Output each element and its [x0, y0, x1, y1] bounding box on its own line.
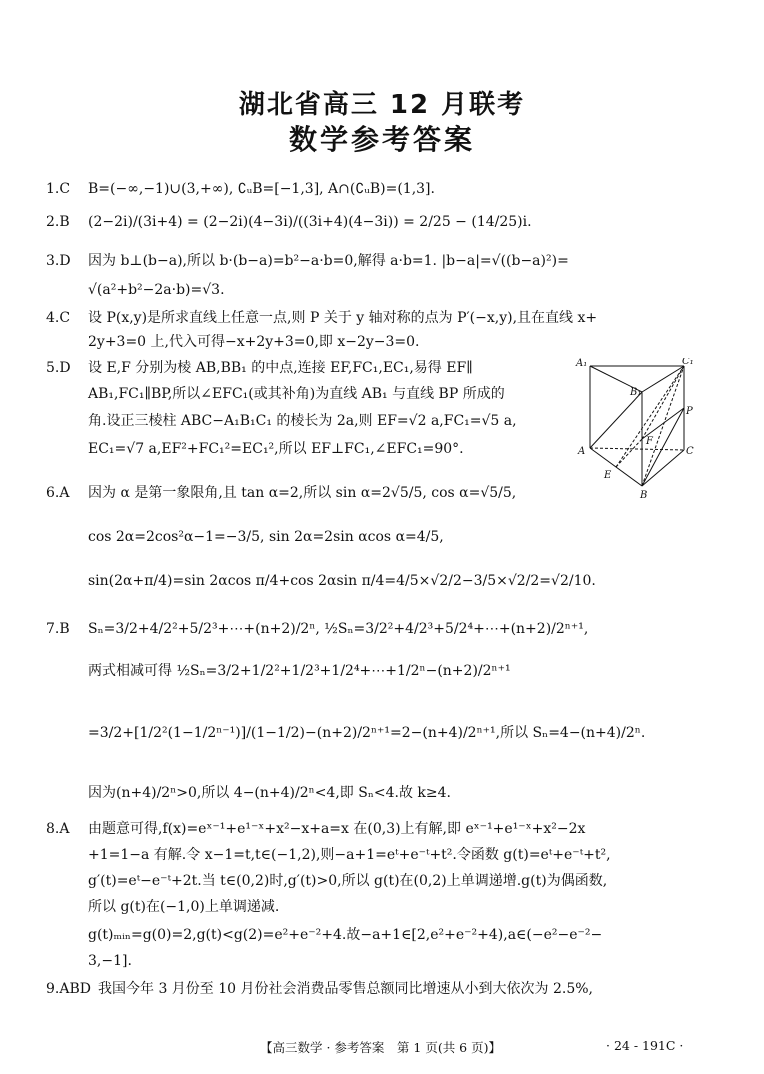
answer-line: 2y+3=0 上,代入可得−x+2y+3=0,即 x−2y−3=0.: [88, 334, 420, 350]
answer-line: 因为 b⊥(b−a),所以 b·(b−a)=b²−a·b=0,解得 a·b=1. |b−a|=√((b−a)²)=: [88, 253, 569, 269]
answer-line: 两式相减可得 ½Sₙ=3/2+1/2²+1/2³+1/2⁴+⋯+1/2ⁿ−(n+2)/2ⁿ⁺¹: [88, 663, 511, 679]
answer-line: AB₁,FC₁∥BP,所以∠EFC₁(或其补角)为直线 AB₁ 与直线 BP 所成的: [88, 386, 505, 402]
answer-line: 因为(n+4)/2ⁿ>0,所以 4−(n+4)/2ⁿ<4,即 Sₙ<4.故 k≥4.: [88, 785, 451, 801]
answer-line: 我国今年 3 月份至 10 月份社会消费品零售总额同比增速从小到大依次为 2.5%,: [98, 981, 593, 997]
label-c: C: [686, 446, 694, 457]
answer-line: B=(−∞,−1)∪(3,+∞), ∁ᵤB=[−1,3], A∩(∁ᵤB)=(1,3].: [88, 181, 435, 197]
answer-line: Sₙ=3/2+4/2²+5/2³+⋯+(n+2)/2ⁿ, ½Sₙ=3/2²+4/2³+5/2⁴+⋯+(n+2)/2ⁿ⁺¹,: [88, 621, 589, 637]
page-footer: 【高三数学 · 参考答案 第 1 页(共 6 页)】: [260, 1040, 501, 1055]
answer-line: (2−2i)/(3i+4) = (2−2i)(4−3i)/((3i+4)(4−3i)) = 2/25 − (14/25)i.: [88, 214, 532, 230]
answer-number: 6.A: [46, 485, 70, 501]
answer-line: g′(t)=eᵗ−e⁻ᵗ+2t.当 t∈(0,2)时,g′(t)>0,所以 g(t)在(0,2)上单调递增.g(t)为偶函数,: [88, 873, 608, 889]
answer-line: g(t)ₘᵢₙ=g(0)=2,g(t)<g(2)=e²+e⁻²+4.故−a+1∈[2,e²+e⁻²+4),a∈(−e²−e⁻²−: [88, 927, 603, 943]
answer-number: 9.ABD: [46, 981, 91, 997]
answer-line: 角.设正三棱柱 ABC−A₁B₁C₁ 的棱长为 2a,则 EF=√2 a,FC₁=√5 a,: [88, 413, 517, 429]
answer-line: =3/2+[1/2²(1−1/2ⁿ⁻¹)]/(1−1/2)−(n+2)/2ⁿ⁺¹=2−(n+4)/2ⁿ⁺¹,所以 Sₙ=4−(n+4)/2ⁿ.: [88, 725, 646, 741]
answer-line: 由题意可得,f(x)=eˣ⁻¹+e¹⁻ˣ+x²−x+a=x 在(0,3)上有解,即 eˣ⁻¹+e¹⁻ˣ+x²−2x: [88, 821, 586, 837]
answer-line: 因为 α 是第一象限角,且 tan α=2,所以 sin α=2√5/5, cos α=√5/5,: [88, 485, 517, 501]
answer-number: 4.C: [46, 310, 71, 326]
label-b: B: [640, 490, 648, 500]
answer-line: 3,−1].: [88, 953, 132, 969]
label-a: A: [578, 446, 586, 457]
answer-number: 1.C: [46, 181, 71, 197]
answer-line: 设 E,F 分别为棱 AB,BB₁ 的中点,连接 EF,FC₁,EC₁,易得 EF∥: [88, 360, 473, 376]
answer-number: 8.A: [46, 821, 70, 837]
answer-number: 2.B: [46, 214, 70, 230]
answer-line: +1=1−a 有解.令 x−1=t,t∈(−1,2),则−a+1=eᵗ+e⁻ᵗ+t².令函数 g(t)=eᵗ+e⁻ᵗ+t²,: [88, 847, 611, 863]
label-b1: B₁: [630, 387, 642, 398]
answer-line: 所以 g(t)在(−1,0)上单调递减.: [88, 899, 280, 915]
answer-line: 设 P(x,y)是所求直线上任意一点,则 P 关于 y 轴对称的点为 P′(−x,y),且在直线 x+: [88, 310, 598, 326]
answer-line: sin(2α+π/4)=sin 2αcos π/4+cos 2αsin π/4=4/5×√2/2−3/5×√2/2=√2/10.: [88, 573, 596, 589]
prism-figure: [572, 358, 698, 500]
answer-line: EC₁=√7 a,EF²+FC₁²=EC₁²,所以 EF⊥FC₁,∠EFC₁=90°.: [88, 441, 464, 457]
page-subtitle: 数学参考答案: [288, 123, 475, 156]
answer-number: 5.D: [46, 360, 71, 376]
document-code: · 24 - 191C ·: [606, 1038, 684, 1053]
label-f: F: [646, 436, 653, 447]
answer-number: 7.B: [46, 621, 70, 637]
label-p: P: [686, 406, 693, 417]
answer-line: cos 2α=2cos²α−1=−3/5, sin 2α=2sin αcos α=4/5,: [88, 529, 444, 545]
answer-line: √(a²+b²−2a·b)=√3.: [88, 282, 225, 298]
page-title: 湖北省高三 12 月联考: [238, 90, 526, 120]
label-a1: A₁: [576, 358, 588, 369]
answer-number: 3.D: [46, 253, 71, 269]
label-e: E: [604, 470, 612, 481]
label-c1: C₁: [682, 358, 694, 367]
